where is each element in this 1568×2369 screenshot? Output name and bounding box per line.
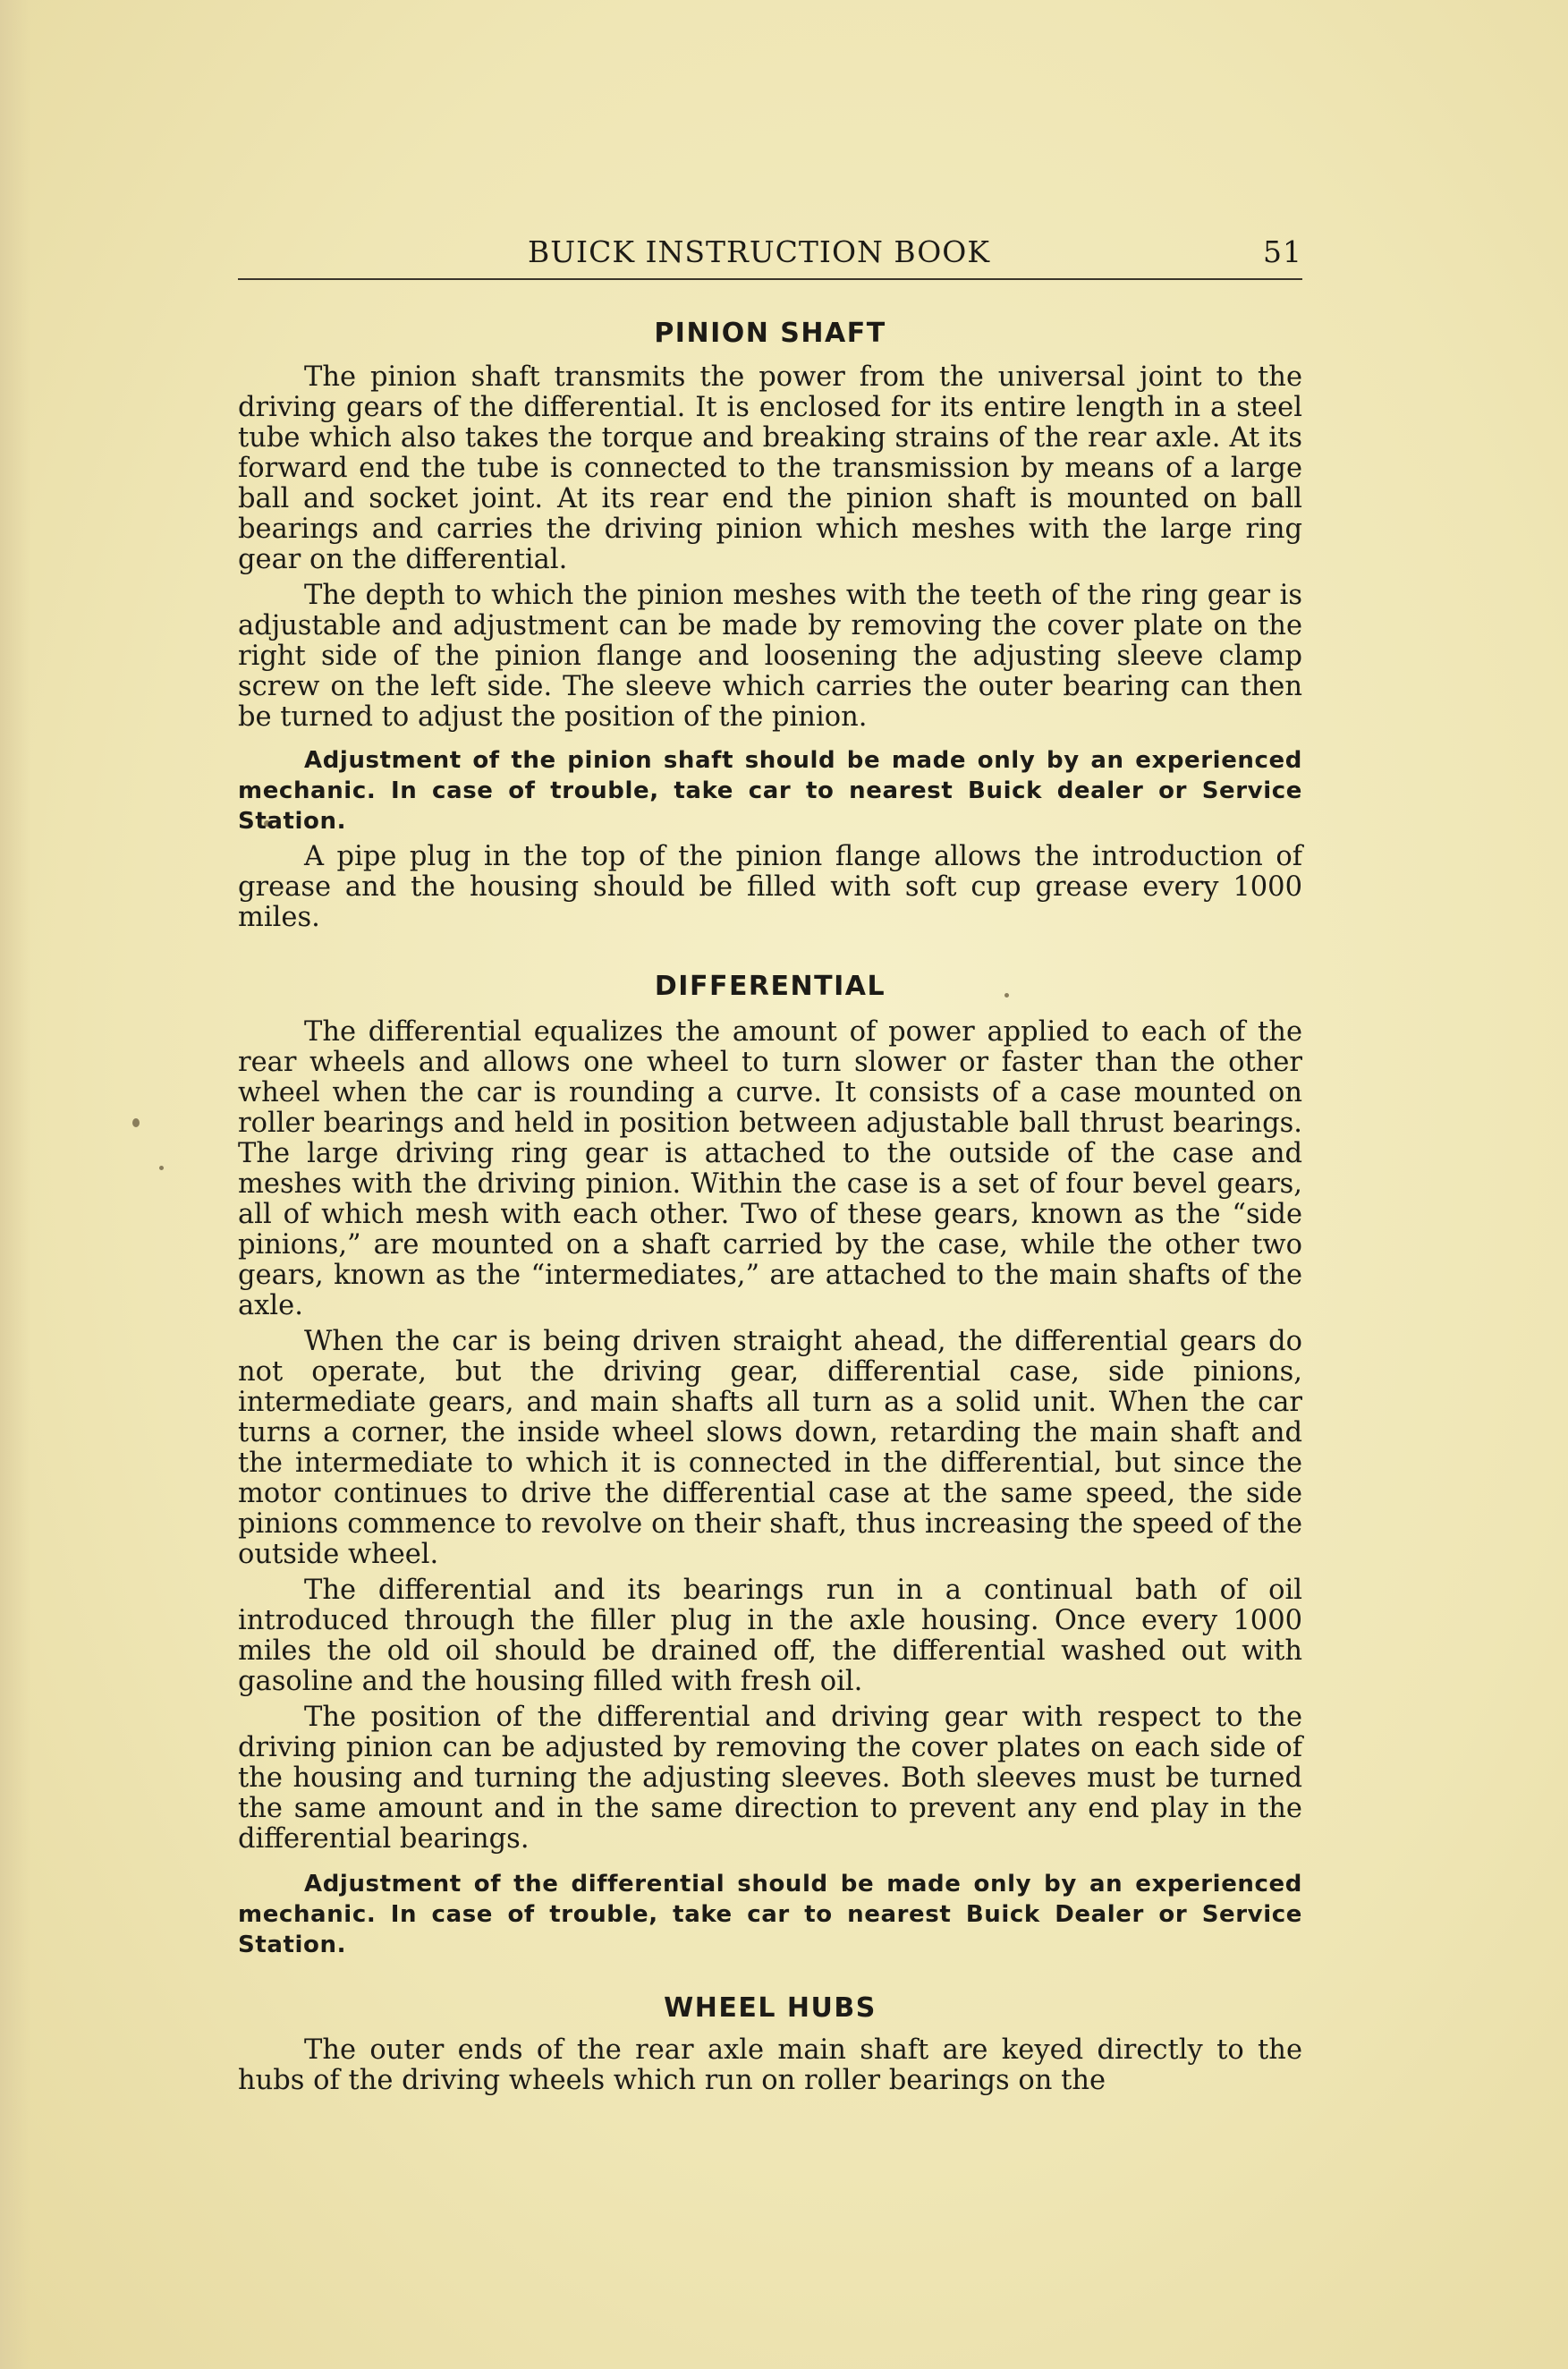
section-heading: PINION SHAFT xyxy=(654,318,886,349)
paragraph: The pinion shaft transmits the power from the universal joint to the driving gears of the differential. It is enclosed for its entire length in a steel tube which also takes the torque and breaking strains of the rear axle. At its forward end the tube is connected to the transmission by means of a large ball and socket joint. At its rear end the pinion shaft is mounted on ball bearings and carries the driving pinion which meshes with the large ring gear on the differential. xyxy=(238,361,1302,575)
page-number: 51 xyxy=(1263,234,1302,269)
section-heading: WHEEL HUBS xyxy=(664,1992,877,2024)
section-differential xyxy=(238,969,1302,1960)
paragraph: The differential equalizes the amount of power applied to each of the rear wheels and allows one wheel to turn slower or faster than the other wheel when the car is rounding a curve. It consists of a case mounted on roller bearings and held in position between adjustable ball thrust bearings. The large driving ring gear is attached to the outside of the case and meshes with the driving pinion. Within the case is a set of four bevel gears, all of which mesh with each other. Two of these gears, known as the “side pinions,” are mounted on a shaft carried by the case, while the other two gears, known as the “intermediates,” are attached to the main shafts of the axle. xyxy=(238,1016,1302,1321)
section-wheel-hubs xyxy=(238,1991,1302,2096)
page-binding-edge xyxy=(0,0,30,2369)
warning-note: Adjustment of the differential should be made only by an experienced mechanic. In case of trouble, take car to nearest Buick Dealer or Service Station. xyxy=(238,1871,1302,1958)
running-header xyxy=(238,234,1302,280)
paragraph: A pipe plug in the top of the pinion flange allows the introduction of grease and the housing should be filled with soft cup grease every 1000 miles. xyxy=(238,841,1302,933)
paragraph: The outer ends of the rear axle main shaft are keyed directly to the hubs of the driving wheels which run on roller bearings on the xyxy=(238,2034,1302,2096)
section-pinion-shaft xyxy=(238,316,1302,933)
book-title: BUICK INSTRUCTION BOOK xyxy=(528,234,991,269)
paragraph: When the car is being driven straight ahead, the differential gears do not operate, but the driving gear, differential case, side pinions, intermediate gears, and main shafts all turn as a solid unit. When the car turns a corner, the inside wheel slows down, retarding the main shaft and the intermediate to which it is connected in the differential, but since the motor continues to drive the differential case at the same speed, the side pinions commence to revolve on their shaft, thus increasing the speed of the outside wheel. xyxy=(238,1326,1302,1570)
section-heading: DIFFERENTIAL xyxy=(654,971,886,1002)
page-content xyxy=(238,234,1302,2096)
paragraph: The differential and its bearings run in a continual bath of oil introduced through the filler plug in the axle housing. Once every 1000 miles the old oil should be drained off, the differential washed out with gasoline and the housing filled with fresh oil. xyxy=(238,1575,1302,1697)
paper-speck xyxy=(159,1166,164,1170)
warning-note: Adjustment of the pinion shaft should be made only by an experienced mechanic. In case of trouble, take car to nearest Buick dealer or Service Station. xyxy=(238,747,1302,835)
paper-speck xyxy=(132,1118,140,1127)
paragraph: The position of the differential and driving gear with respect to the driving pinion can be adjusted by removing the cover plates on each side of the housing and turning the adjusting sleeves. Both sleeves must be turned the same amount and in the same direction to prevent any end play in the differential bearings. xyxy=(238,1702,1302,1855)
paragraph: The depth to which the pinion meshes with the teeth of the ring gear is adjustable and adjustment can be made by removing the cover plate on the right side of the pinion flange and loosening the adjusting sleeve clamp screw on the left side. The sleeve which carries the outer bearing can then be turned to adjust the position of the pinion. xyxy=(238,580,1302,733)
